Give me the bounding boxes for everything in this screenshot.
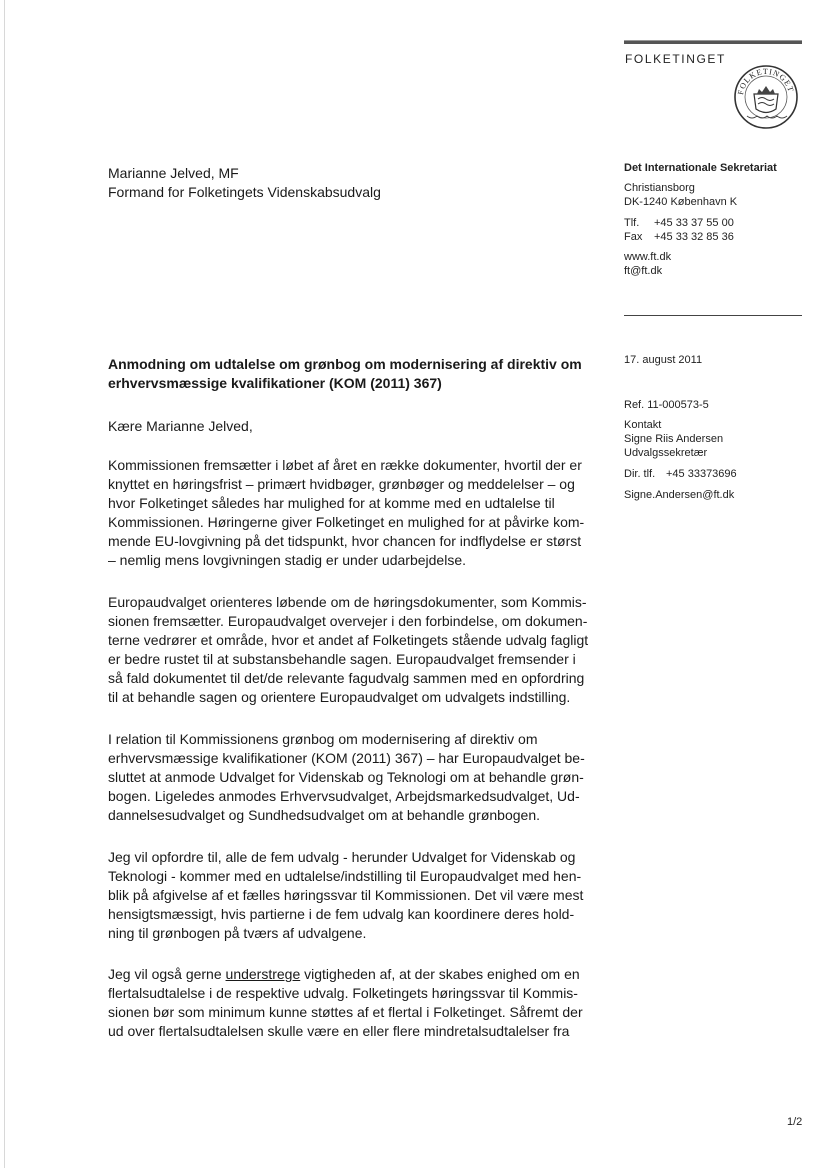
- text-line: hensigtsmæssigt, hvis partierne i de fem udvalg kan koordinere deres hold-: [108, 906, 575, 922]
- text-line: [108, 965, 583, 984]
- text-line: knyttet en høringsfrist – primært hvidbøger, grønbøger og meddelelser – og: [108, 476, 575, 492]
- salutation: Kære Marianne Jelved,: [108, 418, 253, 434]
- paragraph-1: [108, 456, 584, 570]
- sender-department: Det Internationale Sekretariat: [624, 162, 777, 174]
- text-line: så fald dokumentet til det/de relevante fagudvalg sammen med en opfordring: [108, 670, 585, 686]
- text-line: Europaudvalget orienteres løbende om de høringsdokumenter, som Kommis-: [108, 594, 587, 610]
- svg-text:FOLKETINGET: FOLKETINGET: [736, 66, 796, 96]
- direct-phone: +45 33373696: [666, 468, 737, 480]
- fax-row: [624, 230, 734, 244]
- address-line: DK-1240 København K: [624, 196, 738, 208]
- text-line: – nemlig mens lovgivningen stadig er under udarbejdelse.: [108, 552, 466, 568]
- text-line: flertalsudtalelse i de respektive udvalg. Folketingets høringssvar til Kommis-: [108, 985, 578, 1001]
- fax-label: Fax: [624, 231, 643, 243]
- phone-row: [624, 216, 734, 230]
- paragraph-2: [108, 593, 588, 707]
- address-line: Christiansborg: [624, 182, 695, 194]
- text-line: bogen. Ligeledes anmodes Erhvervsudvalget, Arbejdsmarkedsudvalget, Ud-: [108, 788, 580, 804]
- text-line: mende EU-lovgivning på det tidspunkt, hvor chancen for indflydelse er størst: [108, 533, 582, 549]
- fax-number: +45 33 32 85 36: [654, 231, 734, 243]
- text-fragment: Jeg vil også gerne: [108, 966, 226, 982]
- letter-date: 17. august 2011: [624, 354, 703, 366]
- recipient-block: [108, 164, 381, 202]
- email-link[interactable]: ft@ft.dk: [624, 265, 663, 277]
- page-number: 1/2: [787, 1116, 803, 1128]
- sidebar-divider: [624, 315, 802, 316]
- text-fragment: vigtigheden af, at der skabes enighed om en: [300, 966, 580, 982]
- contact-label: Kontakt: [624, 419, 662, 431]
- paragraph-4: [108, 848, 583, 943]
- contact-role: Udvalgssekretær: [624, 447, 708, 459]
- letter-subject: [108, 355, 582, 393]
- text-line: hvor Folketinget således har mulighed for at komme med en udtalelse til: [108, 495, 555, 511]
- org-name: FOLKETINGET: [625, 52, 726, 66]
- letterhead-rule: [624, 40, 802, 44]
- text-line: Jeg vil opfordre til, alle de fem udvalg - herunder Udvalget for Videnskab og: [108, 849, 576, 865]
- text-line: Teknologi - kommer med en udtalelse/indstilling til Europaudvalget med hen-: [108, 868, 582, 884]
- text-line: terne vedrører et område, hvor et andet af Folketingets stående udvalg fagligt: [108, 632, 589, 648]
- recipient-name: Marianne Jelved, MF: [108, 165, 239, 181]
- recipient-title: Formand for Folketingets Videnskabsudvalg: [108, 184, 381, 200]
- text-line: Kommissionen. Høringerne giver Folketinget en mulighed for at påvirke kom-: [108, 514, 585, 530]
- reference-number: Ref. 11-000573-5: [624, 399, 709, 411]
- phone-number: +45 33 37 55 00: [654, 217, 734, 229]
- contact-email[interactable]: Signe.Andersen@ft.dk: [624, 489, 735, 501]
- text-line: blik på afgivelse af et fælles høringssvar til Kommissionen. Det vil være mest: [108, 887, 584, 903]
- text-line: sionen bør som minimum kunne støttes af et flertal i Folketinget. Såfremt der: [108, 1004, 583, 1020]
- phone-label: Tlf.: [624, 217, 640, 229]
- underlined-word: understrege: [225, 966, 301, 982]
- parliament-seal-icon: [733, 64, 799, 130]
- text-line: dannelsesudvalget og Sundhedsudvalget om at behandle grønbogen.: [108, 807, 540, 823]
- sender-address: [624, 181, 737, 209]
- sender-web: [624, 250, 671, 278]
- text-line: erhvervsmæssige kvalifikationer (KOM (2011) 367) – har Europaudvalget be-: [108, 750, 585, 766]
- text-line: sionen fremsætter. Europaudvalget overvejer i den forbindelse, om dokumen-: [108, 613, 588, 629]
- text-line: ning til grønbogen på tværs af udvalgene.: [108, 925, 367, 941]
- website-link[interactable]: www.ft.dk: [624, 251, 672, 263]
- paragraph-3: [108, 730, 585, 825]
- text-line: sluttet at anmode Udvalget for Videnskab og Teknologi om at behandle grøn-: [108, 769, 584, 785]
- text-line: I relation til Kommissionens grønbog om modernisering af direktiv om: [108, 731, 538, 747]
- contact-block: [624, 418, 723, 460]
- direct-phone-label: Dir. tlf.: [624, 468, 656, 480]
- text-line: Kommissionen fremsætter i løbet af året en række dokumenter, hvortil der er: [108, 457, 582, 473]
- subject-line: Anmodning om udtalelse om grønbog om modernisering af direktiv om: [108, 356, 582, 372]
- scan-edge: [4, 0, 5, 1168]
- subject-line: erhvervsmæssige kvalifikationer (KOM (2011) 367): [108, 375, 442, 391]
- paragraph-5: [108, 965, 583, 1041]
- text-line: er bedre rustet til at substansbehandle sagen. Europaudvalget fremsender i: [108, 651, 576, 667]
- sender-phones: [624, 216, 734, 244]
- contact-name: Signe Riis Andersen: [624, 433, 724, 445]
- direct-phone-row: [624, 467, 737, 481]
- text-line: ud over flertalsudtalelsen skulle være en eller flere mindretalsudtalelser fra: [108, 1023, 570, 1039]
- text-line: til at behandle sagen og orientere Europaudvalget om udvalgets indstilling.: [108, 689, 571, 705]
